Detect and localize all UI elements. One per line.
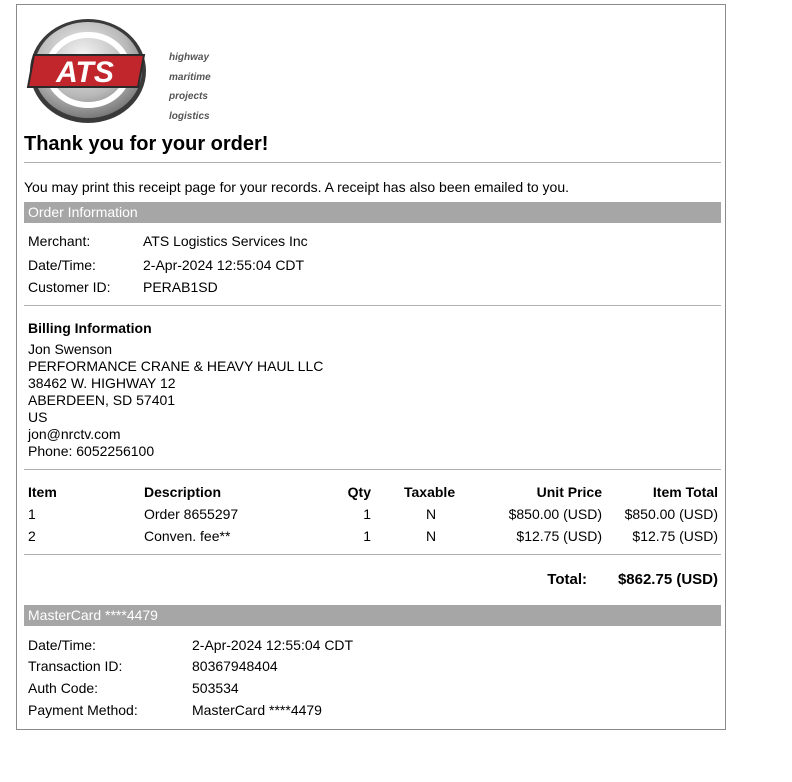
billing-email: jon@nrctv.com	[28, 426, 121, 442]
billing-address: 38462 W. HIGHWAY 12	[28, 375, 176, 391]
table-cell-item-total: $850.00 (USD)	[624, 506, 718, 522]
ats-logo-icon	[26, 17, 161, 125]
col-header-taxable: Taxable	[404, 484, 456, 500]
payment-header: MasterCard ****4479	[24, 605, 721, 626]
merchant-label: Merchant:	[28, 233, 91, 249]
col-header-item: Item	[28, 484, 57, 500]
payment-datetime-label: Date/Time:	[28, 637, 96, 653]
billing-name: Jon Swenson	[28, 341, 113, 357]
payment-method-value: MasterCard ****4479	[192, 702, 322, 718]
customer-id-value: PERAB1SD	[143, 279, 218, 295]
table-cell-unit-price: $850.00 (USD)	[508, 506, 602, 522]
table-cell-description: Order 8655297	[144, 506, 239, 522]
receipt-note: You may print this receipt page for your records. A receipt has also been emailed to you.	[24, 179, 570, 195]
billing-company: PERFORMANCE CRANE & HEAVY HAUL LLC	[28, 358, 324, 374]
col-header-description: Description	[144, 484, 222, 500]
transaction-id-value: 80367948404	[192, 658, 278, 674]
table-cell-taxable: N	[426, 528, 437, 544]
payment-method-label: Payment Method:	[28, 702, 138, 718]
tagline-line: logistics	[169, 110, 210, 122]
col-header-unit-price: Unit Price	[536, 484, 602, 500]
divider	[24, 162, 721, 163]
transaction-id-label: Transaction ID:	[28, 658, 123, 674]
receipt-frame	[16, 4, 726, 730]
table-cell-item-total: $12.75 (USD)	[632, 528, 718, 544]
total-label: Total:	[547, 571, 587, 588]
order-info-header: Order Information	[24, 202, 721, 223]
divider	[24, 305, 721, 306]
table-cell-description: Conven. fee**	[144, 528, 231, 544]
logo-text: ATS	[56, 56, 114, 89]
ats-logo	[26, 17, 226, 127]
merchant-value: ATS Logistics Services Inc	[143, 233, 308, 249]
datetime-label: Date/Time:	[28, 257, 96, 273]
table-cell-taxable: N	[426, 506, 437, 522]
col-header-item-total: Item Total	[652, 484, 718, 500]
billing-city: ABERDEEN, SD 57401	[28, 392, 176, 408]
divider	[24, 554, 721, 555]
tagline-line: highway	[169, 52, 210, 63]
auth-code-value: 503534	[192, 680, 239, 696]
tagline-line: projects	[169, 91, 208, 102]
table-cell-unit-price: $12.75 (USD)	[516, 528, 602, 544]
datetime-value: 2-Apr-2024 12:55:04 CDT	[143, 257, 305, 273]
table-cell-item: 1	[28, 506, 36, 522]
tagline-line: maritime	[169, 71, 211, 83]
col-header-qty: Qty	[347, 484, 371, 500]
page-title: Thank you for your order!	[24, 133, 269, 155]
divider	[24, 469, 721, 470]
table-cell-qty: 1	[363, 506, 371, 522]
customer-id-label: Customer ID:	[28, 279, 111, 295]
billing-country: US	[28, 409, 48, 425]
billing-title: Billing Information	[28, 320, 152, 336]
table-cell-item: 2	[28, 528, 36, 544]
total-value: $862.75 (USD)	[617, 571, 718, 588]
logo-tagline	[169, 48, 211, 126]
payment-datetime-value: 2-Apr-2024 12:55:04 CDT	[192, 637, 354, 653]
billing-phone: Phone: 6052256100	[28, 443, 155, 459]
table-cell-qty: 1	[363, 528, 371, 544]
auth-code-label: Auth Code:	[28, 680, 99, 696]
